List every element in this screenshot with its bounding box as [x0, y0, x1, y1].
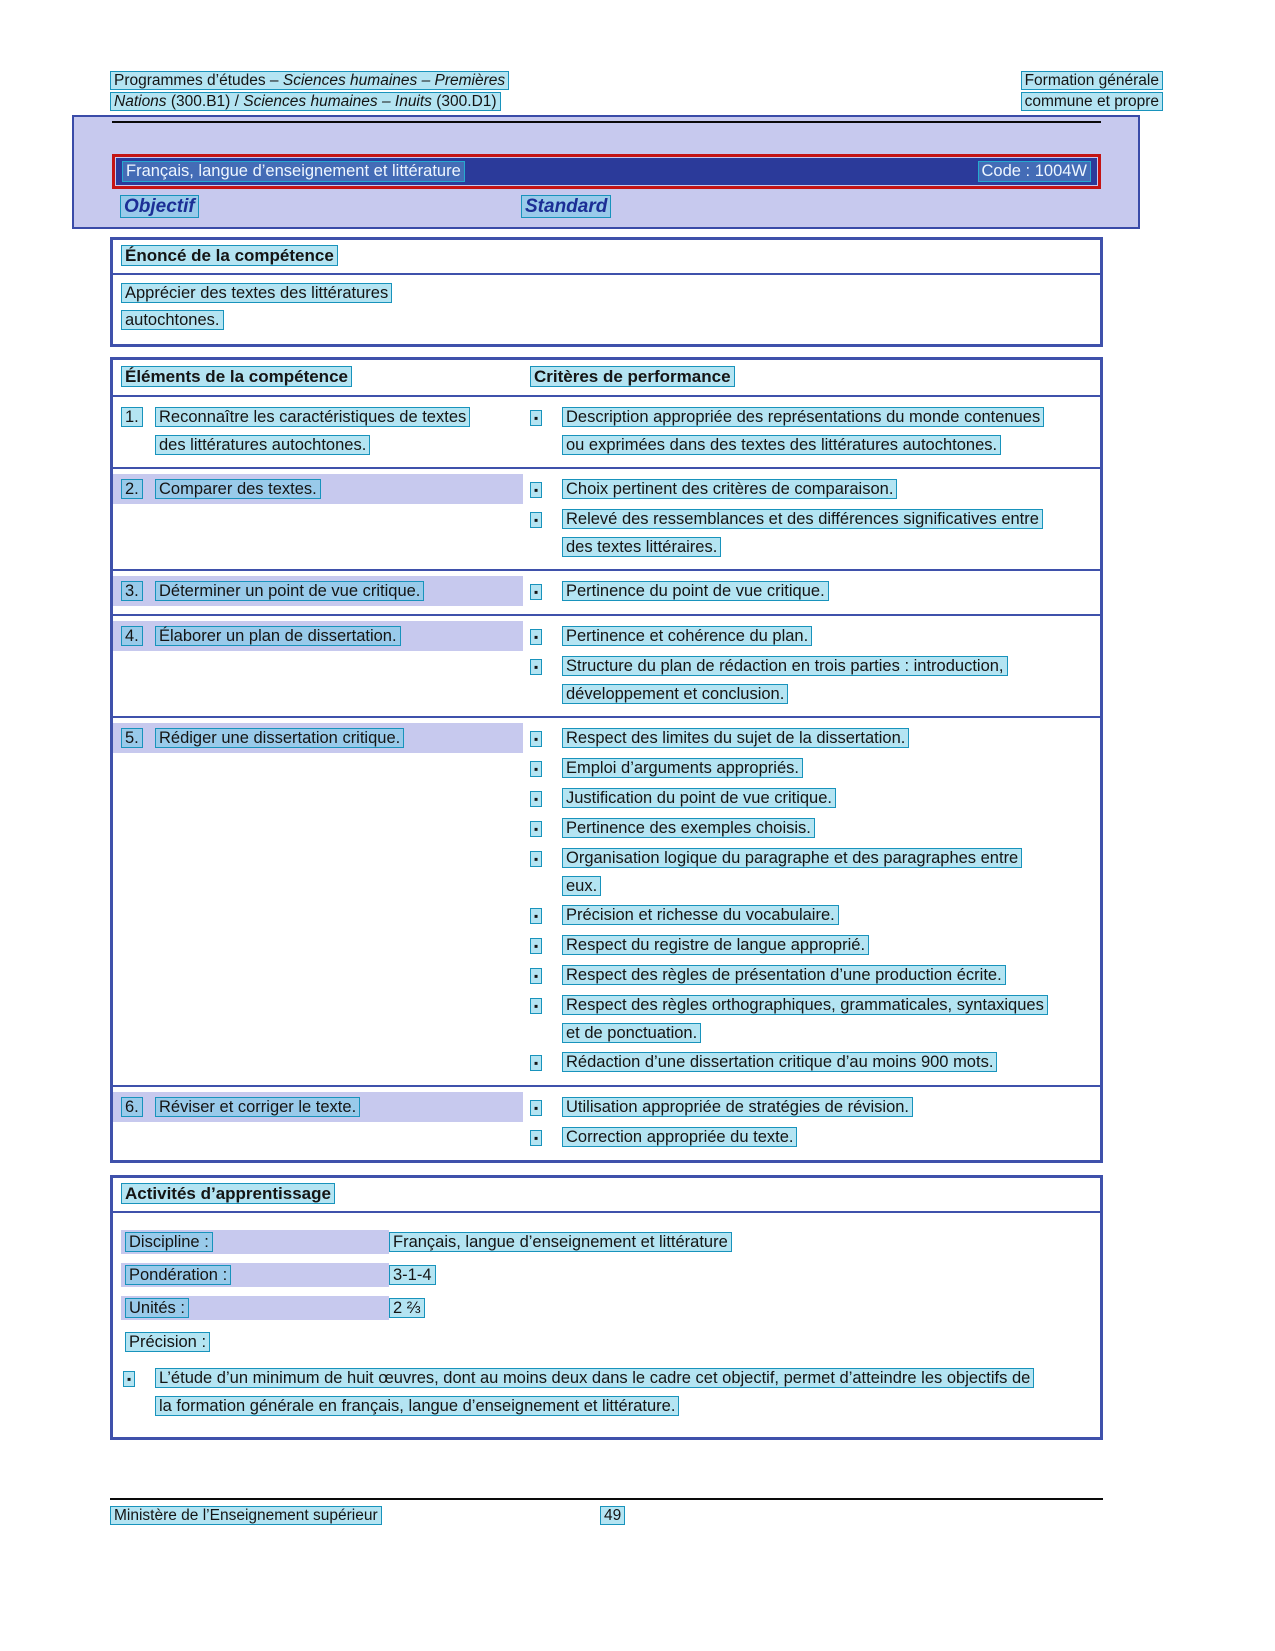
criterion-item [530, 961, 1094, 990]
criteria-list [523, 621, 1100, 709]
element-item-4 [113, 621, 523, 651]
standard-label: Standard [521, 195, 611, 218]
bullet-icon: ▪ [530, 1055, 542, 1071]
field-value: 2 ⅔ [389, 1298, 425, 1318]
criterion-text: Pertinence des exemples choisis. [562, 818, 815, 838]
criterion-text: Choix pertinent des critères de comparaison. [562, 479, 897, 499]
enonce-box [110, 237, 1103, 347]
element-text: Comparer des textes. [155, 479, 321, 499]
page-number: 49 [600, 1506, 625, 1525]
criterion-text: Respect du registre de langue approprié. [562, 935, 869, 955]
criterion-item [530, 1123, 1094, 1152]
bullet-icon: ▪ [123, 1371, 135, 1387]
bullet-icon: ▪ [530, 908, 542, 924]
element-number: 5. [121, 728, 143, 748]
criterion-text: Précision et richesse du vocabulaire. [562, 905, 839, 925]
criteria-list [523, 1092, 1100, 1153]
bullet-icon: ▪ [530, 584, 542, 600]
course-code: Code : 1004W [978, 161, 1091, 182]
criterion-text: Organisation logique du paragraphe et des paragraphes entre eux. [562, 848, 1022, 896]
header-right-line2: commune et propre [1021, 92, 1163, 111]
bullet-icon: ▪ [530, 968, 542, 984]
criterion-text: Respect des règles de présentation d’une production écrite. [562, 965, 1006, 985]
precision-text: L’étude d’un minimum de huit œuvres, dont au moins deux dans le cadre cet objectif, permet d’atteindre les objectifs de la formation générale en français, langue d’enseignement et littérature. [155, 1368, 1034, 1416]
bullet-icon: ▪ [530, 629, 542, 645]
page-footer [110, 1498, 1103, 1527]
enonce-text: Apprécier des textes des littératures autochtones. [121, 283, 392, 330]
criterion-item [530, 1048, 1094, 1077]
criterion-item [530, 475, 1094, 504]
table-header-left: Éléments de la compétence [121, 366, 352, 387]
precision-label: Précision : [125, 1332, 210, 1352]
header-left-line1: Programmes d’études – Sciences humaines – Premières [110, 71, 509, 90]
precision-label-row [121, 1330, 1092, 1354]
field-value: 3-1-4 [389, 1265, 436, 1285]
field-value: Français, langue d’enseignement et littérature [389, 1232, 732, 1252]
criteria-list [523, 576, 1100, 607]
criterion-item [530, 403, 1094, 459]
element-text: Élaborer un plan de dissertation. [155, 626, 401, 646]
criterion-text: Respect des règles orthographiques, grammaticales, syntaxiques et de ponctuation. [562, 995, 1048, 1043]
bullet-icon: ▪ [530, 761, 542, 777]
element-item-3 [113, 576, 523, 606]
bullet-icon: ▪ [530, 1130, 542, 1146]
criterion-text: Utilisation appropriée de stratégies de révision. [562, 1097, 913, 1117]
criterion-item [530, 784, 1094, 813]
criterion-item [530, 901, 1094, 930]
criterion-item [530, 991, 1094, 1047]
precision-item [121, 1364, 1092, 1420]
criterion-item [530, 622, 1094, 651]
enonce-body [113, 275, 1100, 344]
criterion-text: Pertinence du point de vue critique. [562, 581, 829, 601]
activites-box [110, 1175, 1103, 1440]
footer-rule [110, 1498, 1103, 1500]
criterion-item [530, 754, 1094, 783]
bullet-icon: ▪ [530, 938, 542, 954]
annotation-red-box [112, 154, 1101, 189]
element-item-1 [113, 402, 523, 460]
course-title-bar [116, 158, 1097, 185]
criterion-text: Justification du point de vue critique. [562, 788, 836, 808]
table-row-6 [113, 1085, 1100, 1160]
element-number: 1. [121, 407, 143, 427]
field-label: Pondération : [125, 1265, 231, 1285]
field-ponderation [121, 1263, 1092, 1287]
bullet-icon: ▪ [530, 998, 542, 1014]
competence-table [110, 357, 1103, 1163]
table-row-2 [113, 467, 1100, 569]
criteria-list [523, 474, 1100, 562]
element-item-5 [113, 723, 523, 753]
ministry-label: Ministère de l’Enseignement supérieur [110, 1506, 382, 1525]
element-text: Déterminer un point de vue critique. [155, 581, 424, 601]
bullet-icon: ▪ [530, 791, 542, 807]
element-number: 2. [121, 479, 143, 499]
table-row-4 [113, 614, 1100, 716]
criterion-text: Correction appropriée du texte. [562, 1127, 797, 1147]
criterion-text: Relevé des ressemblances et des différences significatives entre des textes littéraires. [562, 509, 1043, 557]
criterion-item [530, 1093, 1094, 1122]
header-rule [112, 121, 1101, 123]
criterion-text: Respect des limites du sujet de la dissertation. [562, 728, 909, 748]
activites-body [113, 1213, 1100, 1437]
criterion-text: Structure du plan de rédaction en trois parties : introduction, développement et conclusion. [562, 656, 1008, 704]
criterion-item [530, 724, 1094, 753]
bullet-icon: ▪ [530, 659, 542, 675]
table-row-3 [113, 569, 1100, 614]
header-left-line2: Nations (300.B1) / Sciences humaines – Inuits (300.D1) [110, 92, 501, 111]
field-label: Unités : [125, 1298, 189, 1318]
bullet-icon: ▪ [530, 731, 542, 747]
element-item-2 [113, 474, 523, 504]
field-discipline [121, 1230, 1092, 1254]
objectif-label: Objectif [120, 195, 199, 218]
enonce-header-label: Énoncé de la compétence [121, 245, 338, 266]
criterion-item [530, 652, 1094, 708]
element-text: Rédiger une dissertation critique. [155, 728, 404, 748]
criterion-text: Description appropriée des représentations du monde contenues ou exprimées dans des textes des littératures autochtones. [562, 407, 1044, 455]
field-unites [121, 1296, 1092, 1320]
element-number: 3. [121, 581, 143, 601]
criterion-item [530, 931, 1094, 960]
activites-header-label: Activités d’apprentissage [121, 1183, 335, 1204]
bullet-icon: ▪ [530, 851, 542, 867]
criteria-list [523, 723, 1100, 1078]
table-row-1 [113, 395, 1100, 467]
bullet-icon: ▪ [530, 512, 542, 528]
criterion-item [530, 577, 1094, 606]
objectif-standard-row [112, 196, 1101, 218]
table-header-right: Critères de performance [530, 366, 735, 387]
header-left [110, 70, 509, 112]
element-number: 4. [121, 626, 143, 646]
criterion-text: Emploi d’arguments appropriés. [562, 758, 803, 778]
bullet-icon: ▪ [530, 1100, 542, 1116]
table-row-5 [113, 716, 1100, 1085]
header-right-line1: Formation générale [1021, 71, 1163, 90]
enonce-header [113, 240, 1100, 275]
criterion-item [530, 505, 1094, 561]
field-label: Discipline : [125, 1232, 213, 1252]
header-right [1021, 70, 1163, 112]
element-text: Reconnaître les caractéristiques de textes des littératures autochtones. [155, 407, 470, 455]
criterion-item [530, 844, 1094, 900]
bullet-icon: ▪ [530, 482, 542, 498]
element-number: 6. [121, 1097, 143, 1117]
course-title: Français, langue d’enseignement et littérature [122, 161, 465, 182]
criterion-text: Rédaction d’une dissertation critique d’au moins 900 mots. [562, 1052, 997, 1072]
table-header-row [113, 360, 1100, 395]
bullet-icon: ▪ [530, 821, 542, 837]
element-text: Réviser et corriger le texte. [155, 1097, 360, 1117]
title-block [72, 115, 1140, 229]
criterion-item [530, 814, 1094, 843]
page-header [0, 0, 1275, 112]
criteria-list [523, 402, 1100, 460]
element-item-6 [113, 1092, 523, 1122]
activites-header [113, 1178, 1100, 1213]
criterion-text: Pertinence et cohérence du plan. [562, 626, 812, 646]
bullet-icon: ▪ [530, 410, 542, 426]
